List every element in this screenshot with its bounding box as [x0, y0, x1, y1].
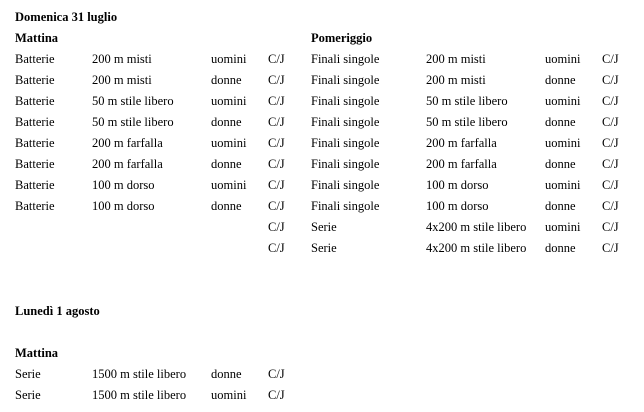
morning-session-type: Batterie — [15, 178, 55, 192]
afternoon-gender: uomini — [545, 178, 581, 192]
afternoon-session-type: Finali singole — [311, 136, 380, 150]
morning-gender: donne — [211, 199, 242, 213]
afternoon-event: 200 m misti — [426, 73, 486, 87]
afternoon-category: C/J — [602, 241, 619, 255]
morning-session-type: Batterie — [15, 94, 55, 108]
afternoon-event: 50 m stile libero — [426, 115, 508, 129]
day1-afternoon-heading: Pomeriggio — [311, 31, 373, 45]
morning-category: C/J — [268, 178, 285, 192]
morning-category: C/J — [268, 367, 285, 381]
morning-session-type: Batterie — [15, 199, 55, 213]
morning-event: 200 m farfalla — [92, 136, 163, 150]
morning-category: C/J — [268, 388, 285, 402]
morning-session-type: Serie — [15, 367, 41, 381]
table-row — [0, 241, 644, 255]
afternoon-category: C/J — [602, 94, 619, 108]
afternoon-session-type: Finali singole — [311, 73, 380, 87]
afternoon-session-type: Serie — [311, 241, 337, 255]
morning-category: C/J — [268, 73, 285, 87]
morning-event: 1500 m stile libero — [92, 388, 187, 402]
afternoon-category: C/J — [602, 157, 619, 171]
afternoon-gender: uomini — [545, 94, 581, 108]
afternoon-session-type: Finali singole — [311, 52, 380, 66]
morning-event: 200 m misti — [92, 52, 152, 66]
morning-session-type: Batterie — [15, 157, 55, 171]
morning-category: C/J — [268, 52, 285, 66]
morning-event: 200 m farfalla — [92, 157, 163, 171]
day1-morning-heading: Mattina — [15, 31, 59, 45]
day1-title: Domenica 31 luglio — [15, 10, 118, 24]
afternoon-event: 4x200 m stile libero — [426, 241, 527, 255]
morning-event: 50 m stile libero — [92, 115, 174, 129]
morning-gender: uomini — [211, 52, 247, 66]
afternoon-event: 50 m stile libero — [426, 94, 508, 108]
morning-event: 100 m dorso — [92, 178, 155, 192]
afternoon-session-type: Serie — [311, 220, 337, 234]
afternoon-category: C/J — [602, 52, 619, 66]
afternoon-category: C/J — [602, 220, 619, 234]
morning-category: C/J — [268, 136, 285, 150]
table-row — [0, 136, 644, 150]
afternoon-gender: donne — [545, 241, 576, 255]
afternoon-event: 200 m farfalla — [426, 136, 497, 150]
morning-event: 100 m dorso — [92, 199, 155, 213]
day2-title: Lunedì 1 agosto — [15, 304, 100, 318]
morning-category: C/J — [268, 199, 285, 213]
morning-session-type: Batterie — [15, 115, 55, 129]
afternoon-gender: uomini — [545, 136, 581, 150]
afternoon-event: 200 m misti — [426, 52, 486, 66]
afternoon-gender: uomini — [545, 220, 581, 234]
morning-gender: donne — [211, 367, 242, 381]
morning-event: 1500 m stile libero — [92, 367, 187, 381]
morning-gender: donne — [211, 115, 242, 129]
morning-session-type: Batterie — [15, 136, 55, 150]
morning-event: 50 m stile libero — [92, 94, 174, 108]
morning-gender: donne — [211, 157, 242, 171]
morning-category: C/J — [268, 157, 285, 171]
morning-session-type: Batterie — [15, 73, 55, 87]
morning-session-type: Batterie — [15, 52, 55, 66]
morning-gender: uomini — [211, 388, 247, 402]
morning-gender: uomini — [211, 94, 247, 108]
table-row — [0, 52, 644, 66]
morning-category: C/J — [268, 220, 285, 234]
afternoon-category: C/J — [602, 136, 619, 150]
afternoon-event: 4x200 m stile libero — [426, 220, 527, 234]
table-row — [0, 199, 644, 213]
afternoon-event: 200 m farfalla — [426, 157, 497, 171]
afternoon-event: 100 m dorso — [426, 178, 489, 192]
morning-event: 200 m misti — [92, 73, 152, 87]
morning-category: C/J — [268, 94, 285, 108]
morning-gender: uomini — [211, 136, 247, 150]
table-row — [0, 157, 644, 171]
afternoon-event: 100 m dorso — [426, 199, 489, 213]
morning-gender: donne — [211, 73, 242, 87]
table-row — [0, 220, 644, 234]
table-row — [0, 388, 644, 402]
morning-category: C/J — [268, 241, 285, 255]
morning-gender: uomini — [211, 178, 247, 192]
afternoon-session-type: Finali singole — [311, 157, 380, 171]
afternoon-gender: uomini — [545, 52, 581, 66]
afternoon-gender: donne — [545, 73, 576, 87]
afternoon-gender: donne — [545, 157, 576, 171]
table-row — [0, 73, 644, 87]
afternoon-gender: donne — [545, 199, 576, 213]
day2-morning-heading: Mattina — [15, 346, 59, 360]
morning-category: C/J — [268, 115, 285, 129]
afternoon-category: C/J — [602, 199, 619, 213]
afternoon-category: C/J — [602, 73, 619, 87]
morning-session-type: Serie — [15, 388, 41, 402]
afternoon-session-type: Finali singole — [311, 199, 380, 213]
afternoon-category: C/J — [602, 115, 619, 129]
afternoon-session-type: Finali singole — [311, 178, 380, 192]
table-row — [0, 178, 644, 192]
table-row — [0, 94, 644, 108]
table-row — [0, 115, 644, 129]
afternoon-session-type: Finali singole — [311, 94, 380, 108]
afternoon-category: C/J — [602, 178, 619, 192]
afternoon-gender: donne — [545, 115, 576, 129]
afternoon-session-type: Finali singole — [311, 115, 380, 129]
table-row — [0, 367, 644, 381]
